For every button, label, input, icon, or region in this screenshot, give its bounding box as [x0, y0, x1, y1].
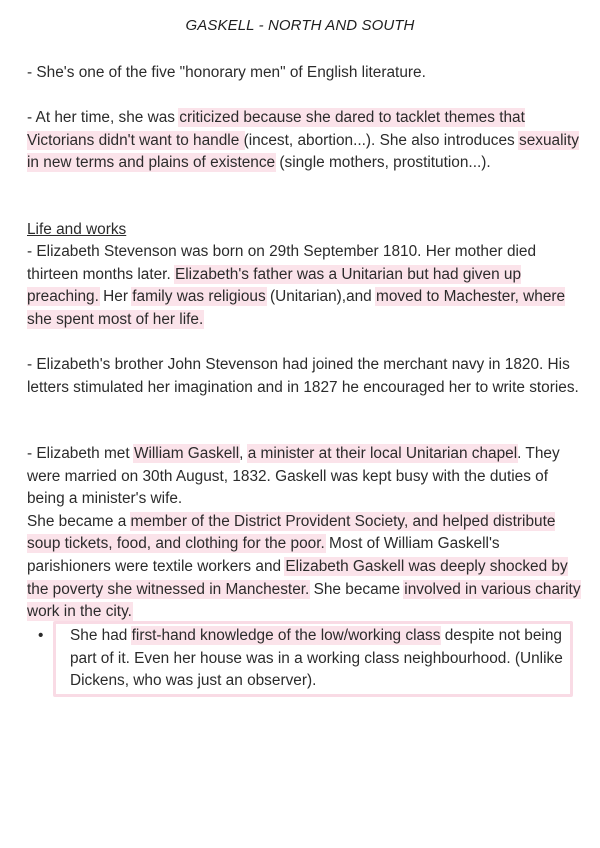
paragraph-text: - Elizabeth's brother John Stevenson had joined the merchant navy in 1820. His letters stimulated her imagination and in 1827 he encouraged her to write stories.: [27, 356, 579, 396]
highlight: William Gaskell: [133, 445, 240, 462]
text-span: Her: [98, 288, 133, 306]
highlight: Elizabeth Gaskell was deeply shocked by the poverty she witnessed in Manchester.: [27, 557, 568, 598]
paragraph-brother: [27, 354, 587, 399]
highlight: sexuality in new terms and plains of existence: [27, 131, 579, 172]
paragraph-marriage: [27, 443, 587, 624]
text-span: - Elizabeth met: [27, 445, 134, 462]
text-span: (single mothers, prostitution...).: [275, 154, 491, 172]
paragraph-criticism: [27, 107, 587, 175]
text-span: - Elizabeth Stevenson was born on 29th September 1810. Her mother died thirteen months later.: [27, 243, 537, 283]
bullet-item: [70, 625, 570, 693]
highlight: involved in various charity work in the city.: [27, 580, 581, 621]
text-span: She became a: [27, 512, 131, 530]
text-span: (Unitarian),and: [265, 288, 377, 306]
bullet-icon: •: [38, 627, 44, 644]
text-span: despite not being part of it. Even her house was in a working class neighbourhood. (Unlike Dickens, who was just an observer).: [70, 627, 563, 690]
paragraph-honorary-men: [27, 62, 587, 85]
text-span: . They were married on 30th August, 1832. Gaskell was kept busy with the duties of being a minister's wife.: [27, 445, 560, 508]
highlight: criticized because she dared to tacklet themes that Victorians didn't want to handle: [27, 109, 525, 149]
text-span: - At her time, she was: [27, 109, 180, 126]
highlight: a minister at their local Unitarian chapel: [247, 445, 518, 462]
highlight: moved to Machester, where she spent most of her life.: [27, 288, 566, 328]
highlight: first-hand knowledge of the low/working class: [131, 627, 441, 644]
section-heading: Life and works: [27, 221, 127, 238]
paragraph-text: - She's one of the five "honorary men" of English literature.: [27, 64, 426, 81]
highlight: Elizabeth's father was a Unitarian but had given up preaching.: [27, 265, 522, 306]
highlight: member of the District Provident Society, and helped distribute soup tickets, food, and clothing for the poor.: [27, 512, 556, 553]
highlight: family was religious: [132, 288, 266, 306]
text-span: She had: [70, 627, 132, 644]
text-span: (incest, abortion...). She also introduces: [243, 131, 520, 149]
text-span: Most of William Gaskell's parishioners were textile workers and: [27, 535, 500, 575]
text-span: ,: [239, 445, 248, 462]
text-span: She became: [309, 580, 405, 598]
paragraph-early-life: [27, 241, 587, 331]
page-title: GASKELL - NORTH AND SOUTH: [185, 17, 415, 34]
